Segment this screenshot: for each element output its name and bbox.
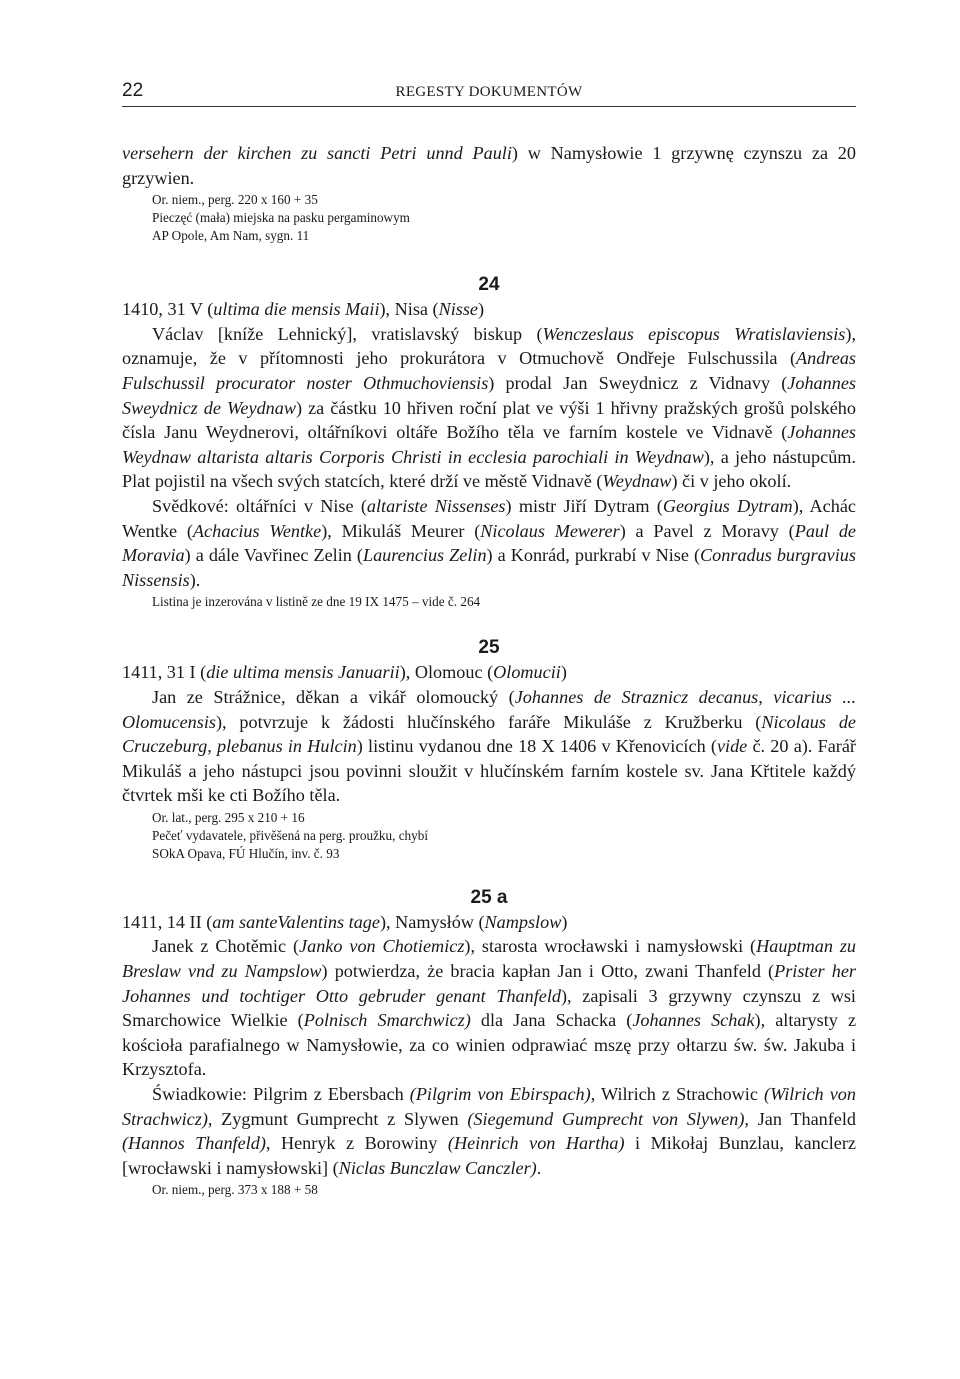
entry-24-note: Listina je inzerována v listině ze dne 19 IX 1475 – vide č. 264 xyxy=(152,594,481,610)
entry-25a-note: Or. niem., perg. 373 x 188 + 58 xyxy=(152,1182,318,1198)
prev-entry-note: Pieczęć (mała) miejska na pasku pergaminowym xyxy=(152,210,410,226)
entry-25a-date: 1411, 14 II (am santeValentins tage), Namysłów (Nampslow) xyxy=(122,911,568,932)
running-title: REGESTY DOKUMENTÓW xyxy=(395,84,583,100)
prev-entry-text: versehern der kirchen zu sancti Petri unnd Pauli) w Namysłowie 1 grzywnę czynszu za 20 grzywien. xyxy=(122,143,856,188)
entry-25-date: 1411, 31 I (die ultima mensis Januarii), Olomouc (Olomucii) xyxy=(122,662,567,683)
entry-25-note: Or. lat., perg. 295 x 210 + 16 xyxy=(152,809,305,825)
entry-24-witnesses: Svědkové: oltářníci v Nise (altariste Nissenses) mistr Jiří Dytram (Georgius Dytram), Achác Wentke (Achacius Wentke), Mikuláš Meurer (Nicolaus Mewerer) a Pavel z Moravy (Paul de Moravia) a dále Vavřinec Zelin (Laurencius Zelin) a Konrád, purkrabí v Nise (Conradus burgravius Nissensis). xyxy=(122,495,856,590)
entry-24-regest: Václav [kníže Lehnický], vratislavský biskup (Wenczeslaus episcopus Wratislaviensis), oznamuje, že v přítomnosti jeho prokurátora v Otmuchově Ondřeje Fulschussila (Andreas Fulschussil procurator noster Othmuchoviensis) prodal Jan Sweydnicz z Vidnavy (Johannes Sweydnicz de Weydnaw) za částku 10 hřiven roční plat ve výši 1 hřivny pražských grošů polského čísla Janu Weydnerovi, oltářníkovi oltáře Božího těla ve farním kostele ve Vidnavě (Johannes Weydnaw altarista altaris Corporis Christi in ecclesia parochiali in Weydnaw), a jeho nástupcům. Plat pojistil na všech svých statcích, které drží ve městě Vidnavě (Weydnaw) či v jeho okolí. xyxy=(122,323,856,492)
entry-24-date: 1410, 31 V (ultima die mensis Maii), Nisa (Nisse) xyxy=(122,299,485,320)
document-page xyxy=(122,78,856,1200)
entry-number-24: 24 xyxy=(478,274,500,296)
entry-25a-witnesses: Świadkowie: Pilgrim z Ebersbach (Pilgrim von Ebirspach), Wilrich z Strachowic (Wilrich von Strachwicz), Zygmunt Gumprecht z Slywen (Siegemund Gumprecht von Slywen), Jan Thanfeld (Hannos Thanfeld), Henryk z Borowiny (Heinrich von Hartha) i Mikołaj Bunzlau, kanclerz [wrocławski i namysłowski] (Niclas Bunczlaw Canczler). xyxy=(122,1084,857,1178)
entry-number-25: 25 xyxy=(478,637,500,659)
entry-25-note: Pečeť vydavatele, přivěšená na perg. proužku, chybí xyxy=(152,827,428,843)
entry-number-25a: 25 a xyxy=(470,886,508,908)
prev-entry-note: AP Opole, Am Nam, sygn. 11 xyxy=(152,228,310,244)
entry-25-note: SOkA Opava, FÚ Hlučín, inv. č. 93 xyxy=(152,845,340,861)
page-number: 22 xyxy=(122,80,144,101)
page-body xyxy=(122,141,856,1200)
entry-25-regest: Jan ze Strážnice, děkan a vikář olomoucký (Johannes de Straznicz decanus, vicarius ... Olomucensis), potvrzuje k žádosti hlučínského faráře Mikuláše z Kružberku (Nicolaus de Cruczeburg, plebanus in Hulcin) listinu vydanou dne 18 X 1406 v Křenovicích (vide č. 20 a). Farář Mikuláš a jeho nástupci jsou povinni sloužit v hlučínském farním kostele sv. Jana Křtitele každý čtvrtek mši ke cti Božího těla. xyxy=(122,686,856,806)
page-header xyxy=(122,78,856,107)
prev-entry-note: Or. niem., perg. 220 x 160 + 35 xyxy=(152,192,318,208)
entry-25a-regest: Janek z Chotěmic (Janko von Chotiemicz), starosta wrocławski i namysłowski (Hauptman zu Breslaw vnd zu Nampslow) potwierdza, że bracia kapłan Jan i Otto, zwani Thanfeld (Prister her Johannes und tochtiger Otto gebruder genant Thanfeld), zapisali 3 grzywny czynszu z wsi Smarchowice Wielkie (Polnisch Smarchwicz) dla Jana Schacka (Johannes Schak), altarysty z kościoła parafialnego w Namysłowie, za co winien odprawiać mszę przy ołtarzu św. św. Jakuba i Krzysztofa. xyxy=(122,936,857,1080)
